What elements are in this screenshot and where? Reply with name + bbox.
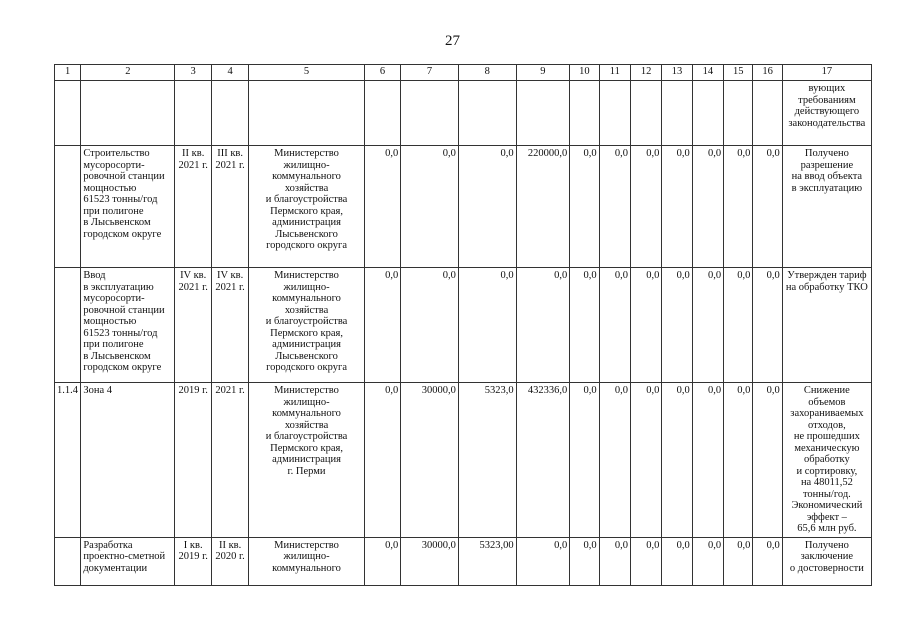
- table-cell: [175, 81, 211, 146]
- header-cell: 4: [211, 65, 248, 81]
- header-cell: 14: [692, 65, 723, 81]
- table-cell: 2021 г.: [211, 383, 248, 538]
- table-cell: 0,0: [692, 146, 723, 268]
- table-cell: 0,0: [599, 383, 630, 538]
- table-cell: Зона 4: [81, 383, 175, 538]
- table-cell: 0,0: [570, 268, 599, 383]
- table-row: [55, 146, 872, 268]
- table-cell: [692, 81, 723, 146]
- table-cell: 0,0: [753, 383, 782, 538]
- table-cell: вующих требованиям действующего законодательства: [782, 81, 871, 146]
- table-cell: 0,0: [364, 268, 400, 383]
- table-cell: II кв. 2021 г.: [175, 146, 211, 268]
- table-cell: 0,0: [364, 146, 400, 268]
- table-cell: Министерство жилищно- коммунального хозяйства и благоустройства Пермского края, администрация г. Перми: [249, 383, 364, 538]
- header-row: [55, 65, 872, 81]
- header-cell: 7: [401, 65, 459, 81]
- table-cell: 0,0: [724, 146, 753, 268]
- table-cell: 0,0: [401, 268, 459, 383]
- table-cell: [55, 268, 81, 383]
- table-cell: Утвержден тариф на обработку ТКО: [782, 268, 871, 383]
- table-cell: 0,0: [662, 146, 692, 268]
- table-cell: 0,0: [662, 268, 692, 383]
- table-cell: Ввод в эксплуатацию мусоросорти- ровочной станции мощностью 61523 тонны/год при полигоне в Лысьвенском городском округе: [81, 268, 175, 383]
- table-cell: 0,0: [692, 537, 723, 585]
- table-cell: 0,0: [724, 383, 753, 538]
- table-cell: II кв. 2020 г.: [211, 537, 248, 585]
- table-cell: [55, 537, 81, 585]
- table-cell: 0,0: [662, 383, 692, 538]
- table-cell: 0,0: [630, 268, 661, 383]
- table-cell: 0,0: [516, 268, 570, 383]
- header-cell: 3: [175, 65, 211, 81]
- table-cell: 0,0: [458, 268, 516, 383]
- header-cell: 15: [724, 65, 753, 81]
- header-cell: 10: [570, 65, 599, 81]
- table-cell: Министерство жилищно- коммунального: [249, 537, 364, 585]
- table-cell: Получено заключение о достоверности: [782, 537, 871, 585]
- table-row: [55, 537, 872, 585]
- table-cell: 5323,0: [458, 383, 516, 538]
- table-cell: 432336,0: [516, 383, 570, 538]
- header-cell: 5: [249, 65, 364, 81]
- table-cell: 0,0: [692, 383, 723, 538]
- table-cell: 0,0: [753, 537, 782, 585]
- header-cell: 2: [81, 65, 175, 81]
- table-cell: 0,0: [570, 146, 599, 268]
- table-cell: Министерство жилищно- коммунального хозяйства и благоустройства Пермского края, администрация Лысьвенского городского округа: [249, 146, 364, 268]
- table-cell: [516, 81, 570, 146]
- table-cell: 0,0: [692, 268, 723, 383]
- table-cell: IV кв. 2021 г.: [175, 268, 211, 383]
- header-cell: 9: [516, 65, 570, 81]
- table-cell: [662, 81, 692, 146]
- table-cell: 0,0: [599, 537, 630, 585]
- header-cell: 12: [630, 65, 661, 81]
- header-cell: 6: [364, 65, 400, 81]
- table-cell: [630, 81, 661, 146]
- table-cell: [599, 81, 630, 146]
- table-cell: Разработка проектно-сметной документации: [81, 537, 175, 585]
- table-cell: [211, 81, 248, 146]
- table-cell: 0,0: [570, 537, 599, 585]
- table-cell: 0,0: [724, 537, 753, 585]
- table-cell: 5323,00: [458, 537, 516, 585]
- table-cell: 0,0: [599, 268, 630, 383]
- table-cell: Строительство мусоросорти- ровочной станции мощностью 61523 тонны/год при полигоне в Лысьвенском городском округе: [81, 146, 175, 268]
- header-cell: 11: [599, 65, 630, 81]
- table-cell: [724, 81, 753, 146]
- table-cell: 0,0: [753, 268, 782, 383]
- table-cell: [55, 81, 81, 146]
- table-cell: [55, 146, 81, 268]
- table-cell: 0,0: [753, 146, 782, 268]
- table-cell: [570, 81, 599, 146]
- table-cell: 0,0: [458, 146, 516, 268]
- table-cell: 0,0: [630, 537, 661, 585]
- table-cell: [458, 81, 516, 146]
- table-cell: 30000,0: [401, 537, 459, 585]
- table-cell: 0,0: [724, 268, 753, 383]
- table-cell: 2019 г.: [175, 383, 211, 538]
- header-cell: 16: [753, 65, 782, 81]
- table-cell: 220000,0: [516, 146, 570, 268]
- table-cell: Получено разрешение на ввод объекта в эксплуатацию: [782, 146, 871, 268]
- table-cell: 0,0: [630, 146, 661, 268]
- table-cell: [364, 81, 400, 146]
- table-cell: [401, 81, 459, 146]
- table-cell: 0,0: [516, 537, 570, 585]
- header-cell: 17: [782, 65, 871, 81]
- table-row: [55, 81, 872, 146]
- page-number: 27: [445, 33, 460, 49]
- table-cell: 0,0: [364, 537, 400, 585]
- table-cell: 1.1.4: [55, 383, 81, 538]
- header-cell: 8: [458, 65, 516, 81]
- table-cell: 0,0: [570, 383, 599, 538]
- table-cell: IV кв. 2021 г.: [211, 268, 248, 383]
- table-cell: 0,0: [364, 383, 400, 538]
- table-cell: I кв. 2019 г.: [175, 537, 211, 585]
- header-cell: 1: [55, 65, 81, 81]
- table-cell: [249, 81, 364, 146]
- table-row: [55, 383, 872, 538]
- table-cell: [753, 81, 782, 146]
- table-cell: 0,0: [662, 537, 692, 585]
- table-cell: III кв. 2021 г.: [211, 146, 248, 268]
- header-cell: 13: [662, 65, 692, 81]
- table-cell: [81, 81, 175, 146]
- table-cell: 0,0: [401, 146, 459, 268]
- table-cell: 30000,0: [401, 383, 459, 538]
- table-cell: Снижение объемов захораниваемых отходов, не прошедших механическую обработку и сортировку, на 48011,52 тонны/год. Экономический эффект – 65,6 млн руб.: [782, 383, 871, 538]
- table-row: [55, 268, 872, 383]
- table-cell: 0,0: [630, 383, 661, 538]
- data-table: [54, 64, 872, 586]
- table-cell: Министерство жилищно- коммунального хозяйства и благоустройства Пермского края, администрация Лысьвенского городского округа: [249, 268, 364, 383]
- table-cell: 0,0: [599, 146, 630, 268]
